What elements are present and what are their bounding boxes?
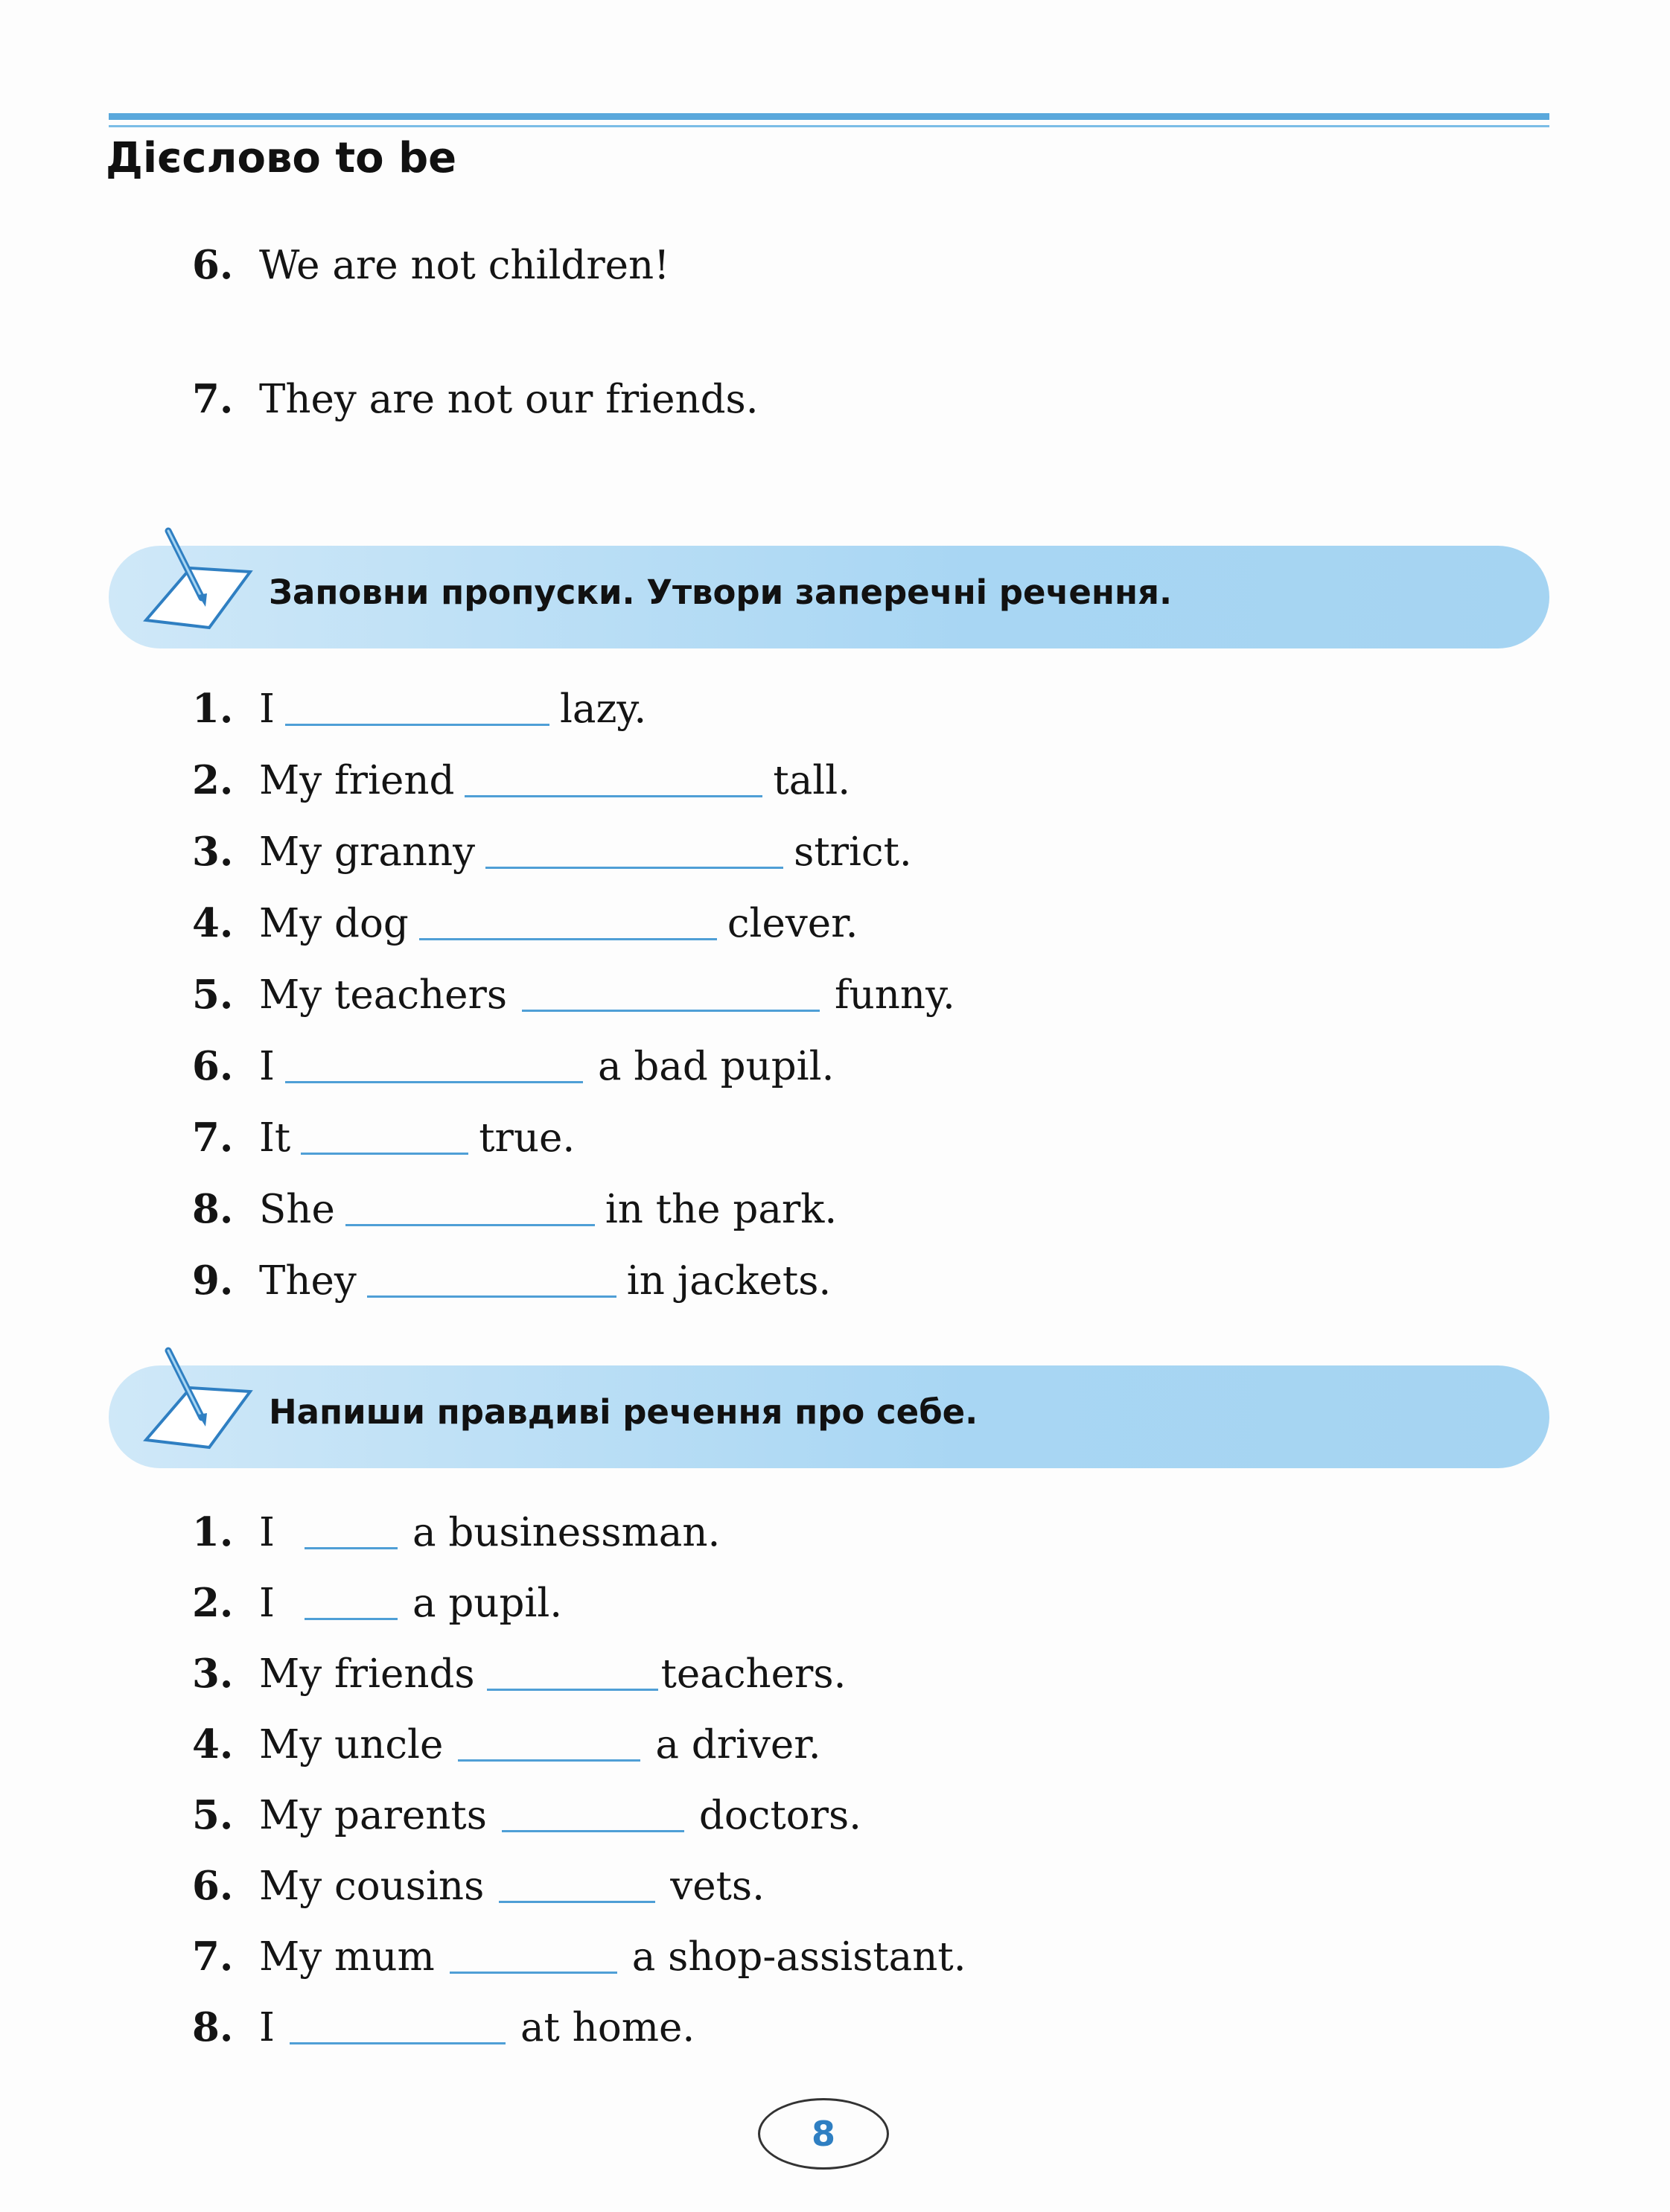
item-after: a pupil.	[412, 1581, 563, 1626]
item-number: 6.	[192, 242, 234, 288]
item-after: strict.	[794, 829, 912, 875]
item-before: My teachers	[259, 972, 508, 1018]
item-number: 6.	[192, 1863, 234, 1909]
item-after: in jackets.	[626, 1258, 832, 1304]
item-number: 8.	[192, 1186, 234, 1232]
prev-item-6	[192, 242, 670, 288]
answer-blank[interactable]	[499, 1901, 655, 1903]
item-number: 3.	[192, 1651, 234, 1697]
ex1-item-9	[192, 1258, 832, 1304]
exercise2-instruction: Напиши правдиві речення про себе.	[269, 1392, 978, 1432]
ex1-item-1	[192, 686, 647, 732]
item-number: 5.	[192, 1792, 234, 1838]
answer-blank[interactable]	[450, 1972, 617, 1974]
pen-paper-icon	[138, 516, 258, 643]
answer-blank[interactable]	[367, 1295, 616, 1298]
item-number: 7.	[192, 376, 234, 422]
answer-blank[interactable]	[502, 1830, 684, 1832]
page-number-badge	[758, 2098, 889, 2170]
item-after: lazy.	[559, 686, 647, 732]
item-after: clever.	[727, 901, 858, 946]
answer-blank[interactable]	[305, 1618, 398, 1620]
item-text: They are not our friends.	[259, 377, 759, 422]
item-number: 8.	[192, 2004, 234, 2050]
ex2-item-1	[192, 1509, 721, 1555]
exercise1-instruction: Заповни пропуски. Утвори заперечні речення.	[269, 573, 1173, 612]
item-before: They	[259, 1258, 357, 1304]
answer-blank[interactable]	[285, 724, 549, 726]
item-number: 5.	[192, 972, 234, 1018]
item-before: I	[259, 686, 275, 732]
answer-blank[interactable]	[305, 1547, 398, 1549]
item-number: 1.	[192, 1509, 234, 1555]
item-after: a driver.	[655, 1722, 821, 1768]
ex1-item-5	[192, 972, 955, 1018]
item-after: in the park.	[605, 1187, 838, 1232]
exercise2-banner	[109, 1365, 1549, 1468]
ex2-item-2	[192, 1580, 563, 1626]
item-before: My dog	[259, 901, 409, 946]
item-after: a bad pupil.	[597, 1044, 835, 1089]
exercise1-banner	[109, 546, 1549, 648]
ex1-item-7	[192, 1115, 576, 1161]
answer-blank[interactable]	[345, 1224, 595, 1226]
item-number: 9.	[192, 1258, 234, 1304]
item-before: I	[259, 1510, 275, 1555]
ex1-item-3	[192, 829, 912, 875]
topic-title: Дієслово to be	[106, 134, 457, 182]
item-number: 3.	[192, 829, 234, 875]
ex2-item-7	[192, 1934, 966, 1980]
item-number: 6.	[192, 1043, 234, 1089]
pen-paper-icon	[138, 1336, 258, 1462]
item-number: 1.	[192, 686, 234, 732]
answer-blank[interactable]	[458, 1759, 640, 1762]
item-number: 4.	[192, 900, 234, 946]
answer-blank[interactable]	[419, 938, 717, 940]
ex2-item-3	[192, 1651, 847, 1697]
item-after: funny.	[835, 972, 955, 1018]
answer-blank[interactable]	[487, 1689, 658, 1691]
header-rule	[109, 113, 1549, 120]
ex1-item-4	[192, 900, 858, 946]
item-after: doctors.	[698, 1793, 862, 1838]
ex2-item-8	[192, 2004, 695, 2050]
ex2-item-4	[192, 1721, 821, 1768]
item-before: She	[259, 1187, 335, 1232]
item-before: My mum	[259, 1934, 435, 1980]
item-before: I	[259, 2005, 275, 2050]
ex1-item-2	[192, 757, 851, 803]
ex2-item-6	[192, 1863, 765, 1909]
answer-blank[interactable]	[522, 1010, 820, 1012]
item-before: My granny	[259, 829, 476, 875]
prev-item-7	[192, 376, 759, 422]
item-before: My parents	[259, 1793, 487, 1838]
item-before: I	[259, 1044, 275, 1089]
item-number: 7.	[192, 1115, 234, 1161]
item-number: 2.	[192, 757, 234, 803]
item-after: at home.	[520, 2005, 695, 2050]
answer-blank[interactable]	[485, 867, 783, 869]
item-number: 7.	[192, 1934, 234, 1980]
item-after: teachers.	[660, 1651, 847, 1697]
item-after: true.	[479, 1115, 576, 1161]
answer-blank[interactable]	[290, 2042, 506, 2044]
header-rule-thin	[109, 125, 1549, 127]
item-number: 2.	[192, 1580, 234, 1626]
item-after: a businessman.	[412, 1510, 721, 1555]
item-after: vets.	[670, 1864, 765, 1909]
item-text: We are not children!	[259, 243, 670, 288]
item-after: tall.	[773, 758, 851, 803]
page-number: 8	[811, 2114, 835, 2154]
answer-blank[interactable]	[285, 1081, 583, 1083]
item-after: a shop-assistant.	[631, 1934, 966, 1980]
ex1-item-6	[192, 1043, 835, 1089]
item-number: 4.	[192, 1721, 234, 1768]
answer-blank[interactable]	[301, 1153, 468, 1155]
item-before: My friend	[259, 758, 455, 803]
item-before: I	[259, 1581, 275, 1626]
item-before: My cousins	[259, 1864, 485, 1909]
item-before: My friends	[259, 1651, 475, 1697]
answer-blank[interactable]	[465, 795, 762, 797]
item-before: My uncle	[259, 1722, 444, 1768]
ex1-item-8	[192, 1186, 838, 1232]
ex2-item-5	[192, 1792, 862, 1838]
item-before: It	[259, 1115, 291, 1161]
